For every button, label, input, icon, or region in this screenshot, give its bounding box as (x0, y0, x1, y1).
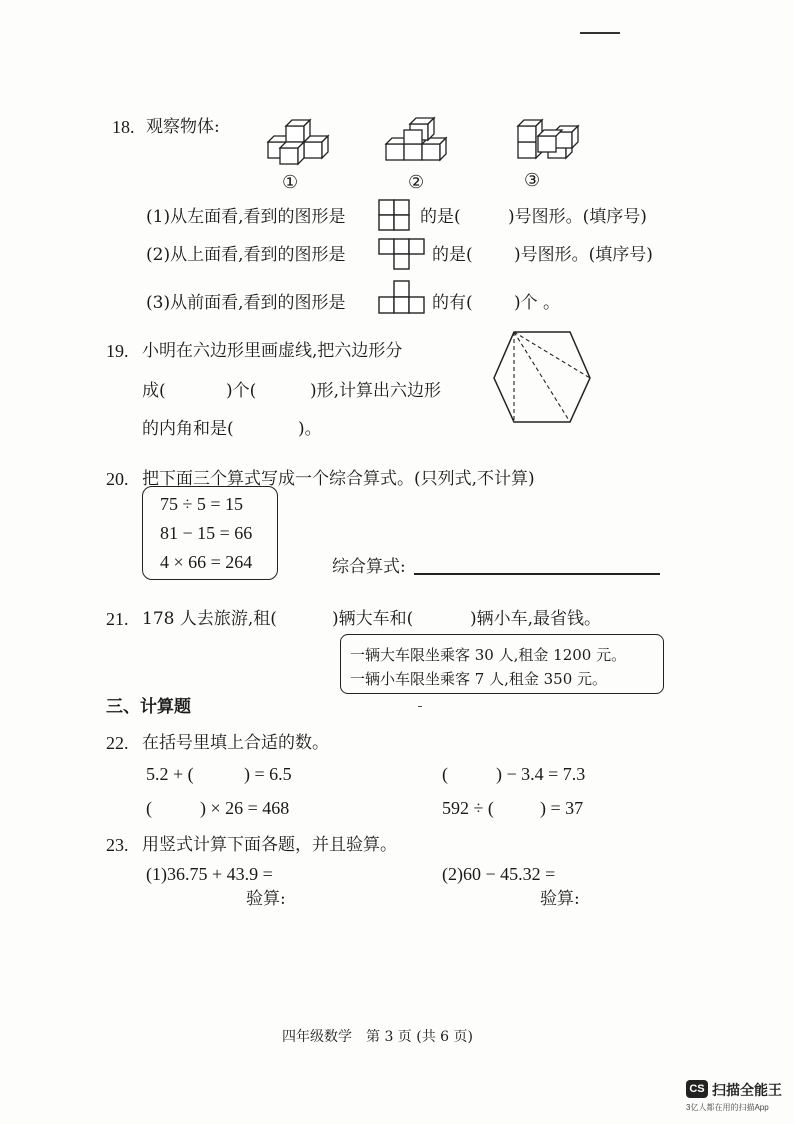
q18-p1-text: (1)从左面看,看到的图形是 (146, 207, 346, 227)
q21-number: 21. (106, 609, 129, 629)
q21-info-1: 一辆大车限坐乘客 30 人,租金 1200 元。 (350, 646, 627, 664)
q22-eq3-b: ) × 26 = 468 (200, 798, 290, 818)
hexagon-figure (492, 330, 592, 426)
q22-eq2-a: ( (442, 764, 448, 784)
q18-p3-end: )个 。 (514, 293, 561, 313)
left-view-shape (378, 199, 412, 231)
scanner-tagline: 3亿人都在用的扫描App (686, 1103, 769, 1112)
q21-text-c: )辆小车,最省钱。 (470, 609, 602, 629)
q20-answer-label: 综合算式: (332, 557, 406, 577)
q19-line3-a: 的内角和是( (142, 419, 234, 439)
q18-p3-text: (3)从前面看,看到的图形是 (146, 293, 346, 313)
section-3-title: 三、计算题 (106, 697, 191, 717)
scanner-badge: CS (686, 1080, 708, 1098)
q23-eq1: (1)36.75 + 43.9 = (146, 864, 273, 884)
scan-dot (418, 706, 422, 707)
q19-line2-a: 成( (142, 381, 166, 401)
scanner-name: 扫描全能王 (712, 1082, 782, 1098)
figure-label-3: ③ (524, 170, 541, 191)
q18-p2-end: )号图形。(填序号) (514, 245, 653, 265)
q20-text: 把下面三个算式写成一个综合算式。(只列式,不计算) (142, 469, 535, 489)
q18-p1-end: )号图形。(填序号) (508, 207, 647, 227)
page-footer: 四年级数学 第 3 页 (共 6 页) (282, 1029, 473, 1045)
q19-line2-c: )形,计算出六边形 (310, 381, 442, 401)
q18-number: 18. (112, 117, 135, 137)
q20-answer-line[interactable] (414, 573, 660, 575)
q20-eq2: 81 − 15 = 66 (160, 523, 253, 543)
q19-line2-b: )个( (226, 381, 257, 401)
q23-number: 23. (106, 835, 129, 855)
front-view-shape (378, 280, 428, 316)
q22-eq2-b: ) − 3.4 = 7.3 (496, 764, 586, 784)
figure-label-1: ① (282, 172, 299, 193)
cube-figure-1 (266, 118, 336, 168)
q21-text-b: )辆大车和( (332, 609, 414, 629)
q22-text: 在括号里填上合适的数。 (142, 733, 329, 753)
q19-line1: 小明在六边形里画虚线,把六边形分 (142, 341, 403, 361)
q18-p3-mid: 的有( (432, 293, 473, 313)
q20-eq3: 4 × 66 = 264 (160, 552, 253, 572)
q23-text: 用竖式计算下面各题，并且验算。 (142, 835, 397, 855)
q19-number: 19. (106, 341, 129, 361)
top-view-shape (378, 238, 428, 272)
q22-eq3-a: ( (146, 798, 152, 818)
q20-number: 20. (106, 469, 129, 489)
q22-eq1-a: 5.2 + ( (146, 764, 194, 784)
cube-figure-2 (384, 118, 454, 168)
q22-eq1-b: ) = 6.5 (244, 764, 292, 784)
q18-p2-mid: 的是( (432, 245, 473, 265)
q23-check-2: 验算: (540, 889, 580, 909)
q21-info-2: 一辆小车限坐乘客 7 人,租金 350 元。 (350, 670, 608, 688)
q22-eq4-b: ) = 37 (540, 798, 584, 818)
q19-line3-b: )。 (298, 419, 322, 439)
cube-figure-3 (516, 114, 586, 164)
q22-number: 22. (106, 733, 129, 753)
q18-p2-text: (2)从上面看,看到的图形是 (146, 245, 346, 265)
q20-eq1: 75 ÷ 5 = 15 (160, 494, 244, 514)
q18-title: 观察物体: (146, 117, 220, 137)
q21-text-a: 178 人去旅游,租( (142, 609, 277, 629)
q23-check-1: 验算: (246, 889, 286, 909)
figure-label-2: ② (408, 172, 425, 193)
q23-eq2: (2)60 − 45.32 = (442, 864, 556, 884)
scan-mark (580, 32, 620, 34)
q22-eq4-a: 592 ÷ ( (442, 798, 494, 818)
q18-p1-mid: 的是( (420, 207, 461, 227)
